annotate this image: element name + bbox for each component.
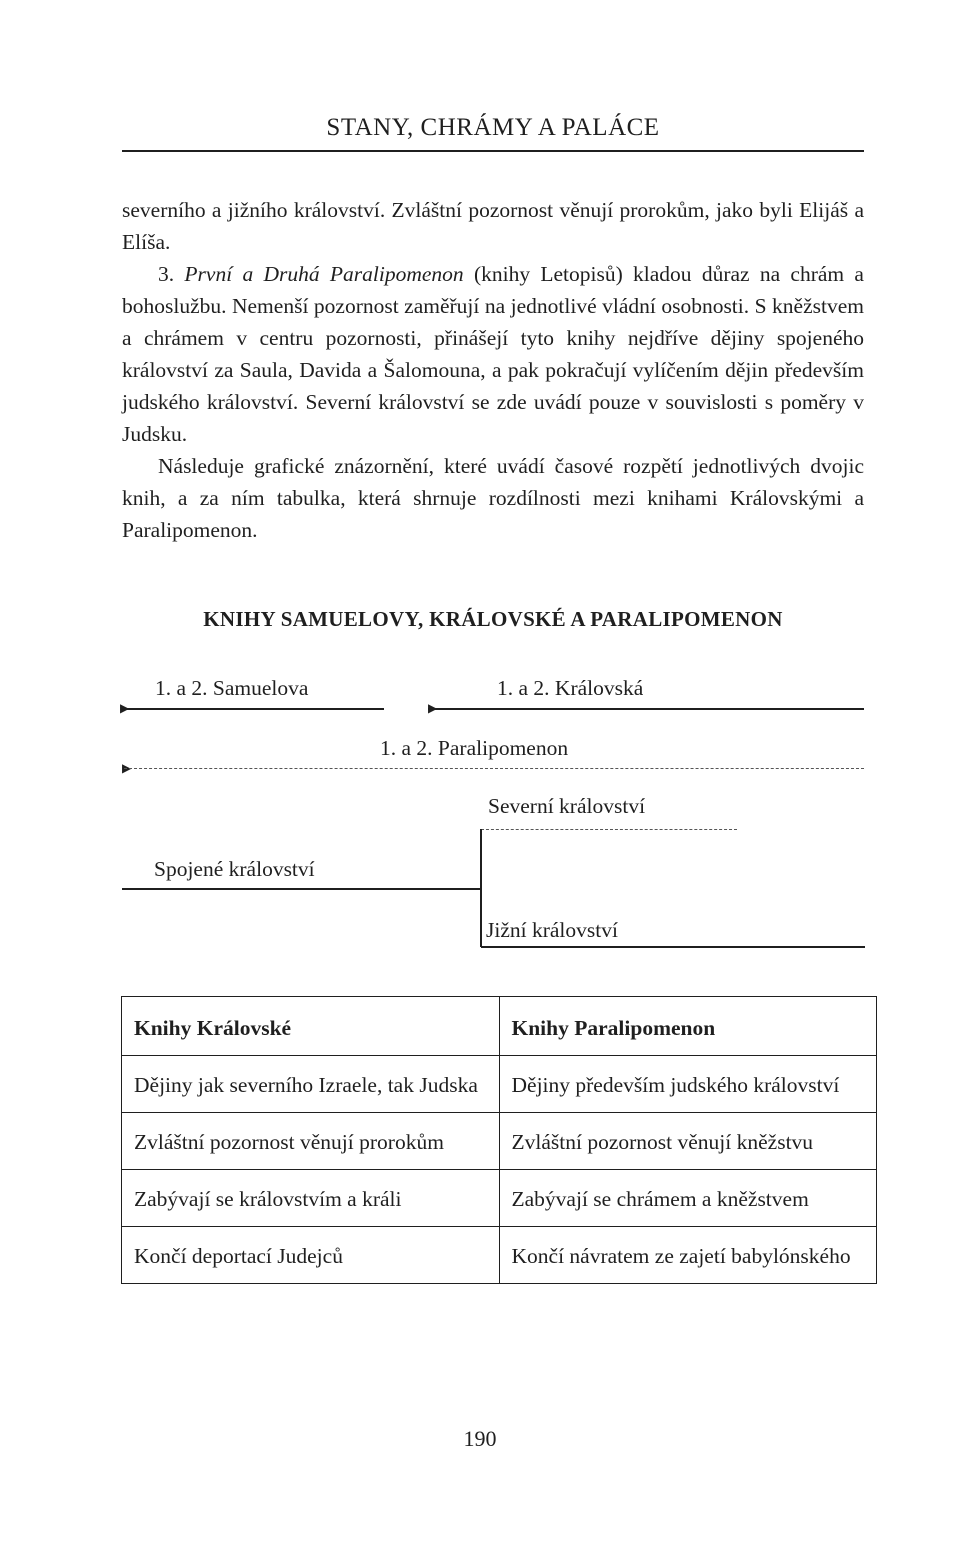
united-kingdom-line	[122, 888, 481, 890]
paragraph-2-book-title: První a Druhá Paralipomenon	[184, 262, 464, 286]
diagram-title: KNIHY SAMUELOVY, KRÁLOVSKÉ A PARALIPOMENON	[203, 607, 783, 631]
table-cell: Zvláštní pozornost věnují prorokům	[122, 1113, 500, 1170]
chronicles-timeline	[124, 768, 864, 769]
paragraph-2-number: 3.	[158, 262, 185, 286]
south-kingdom-line	[481, 946, 865, 948]
table-cell: Končí návratem ze zajetí babylónského	[499, 1227, 877, 1284]
body-text	[122, 194, 864, 546]
table-cell: Dějiny jak severního Izraele, tak Judska	[122, 1056, 500, 1113]
kings-timeline	[428, 708, 864, 710]
table-header-row	[122, 997, 877, 1056]
table-cell: Zabývají se chrámem a kněžstvem	[499, 1170, 877, 1227]
north-kingdom-line	[481, 829, 737, 830]
samuel-label: 1. a 2. Samuelova	[155, 676, 309, 700]
page-number: 190	[463, 1426, 497, 1451]
table-header-kings: Knihy Královské	[122, 997, 500, 1056]
table-row	[122, 1113, 877, 1170]
kings-label: 1. a 2. Královská	[497, 676, 644, 700]
running-header: STANY, CHRÁMY A PALÁCE	[326, 114, 660, 141]
table-row	[122, 1227, 877, 1284]
table-cell: Končí deportací Judejců	[122, 1227, 500, 1284]
paragraph-2-text: (knihy Letopisů) kladou důraz na chrám a bohoslužbu. Nemenší pozornost zaměřují na jednotlivé vládní osobnosti. S kněžstvem a chrámem v centru pozornosti, přinášejí tyto knihy nejdříve dějiny spojeného království za Saula, Davida a Šalomouna, a pak pokračují vylíčením dějin především judského království. Severní království se zde uvádí pouze v souvislosti s poměry v Judsku.	[122, 262, 864, 446]
paragraph-1: severního a jižního království. Zvláštní pozornost věnují prorokům, jako byli Elijáš a Elíša.	[122, 198, 864, 254]
comparison-table	[121, 996, 877, 1284]
table-cell: Zabývají se královstvím a králi	[122, 1170, 500, 1227]
north-kingdom-label: Severní království	[488, 794, 646, 818]
united-kingdom-label: Spojené království	[154, 857, 315, 881]
table-row	[122, 1056, 877, 1113]
table-cell: Zvláštní pozornost věnují kněžstvu	[499, 1113, 877, 1170]
paragraph-3: Následuje grafické znázornění, které uvádí časové rozpětí jednotlivých dvojic knih, a za ním tabulka, která shrnuje rozdílnosti mezi knihami Královskými a Paralipomenon.	[122, 454, 864, 542]
kings-start-arrow-icon: ▶	[428, 701, 438, 715]
chronicles-start-arrow-icon: ▶	[122, 761, 132, 775]
south-kingdom-label: Jižní království	[486, 918, 618, 942]
samuel-timeline	[122, 708, 384, 710]
chronicles-label: 1. a 2. Paralipomenon	[380, 736, 569, 760]
table-row	[122, 1170, 877, 1227]
paragraph-2	[122, 258, 864, 450]
header-rule	[122, 150, 864, 152]
table-header-chronicles: Knihy Paralipomenon	[499, 997, 877, 1056]
table-cell: Dějiny především judského království	[499, 1056, 877, 1113]
samuel-start-arrow-icon: ▶	[120, 701, 130, 715]
